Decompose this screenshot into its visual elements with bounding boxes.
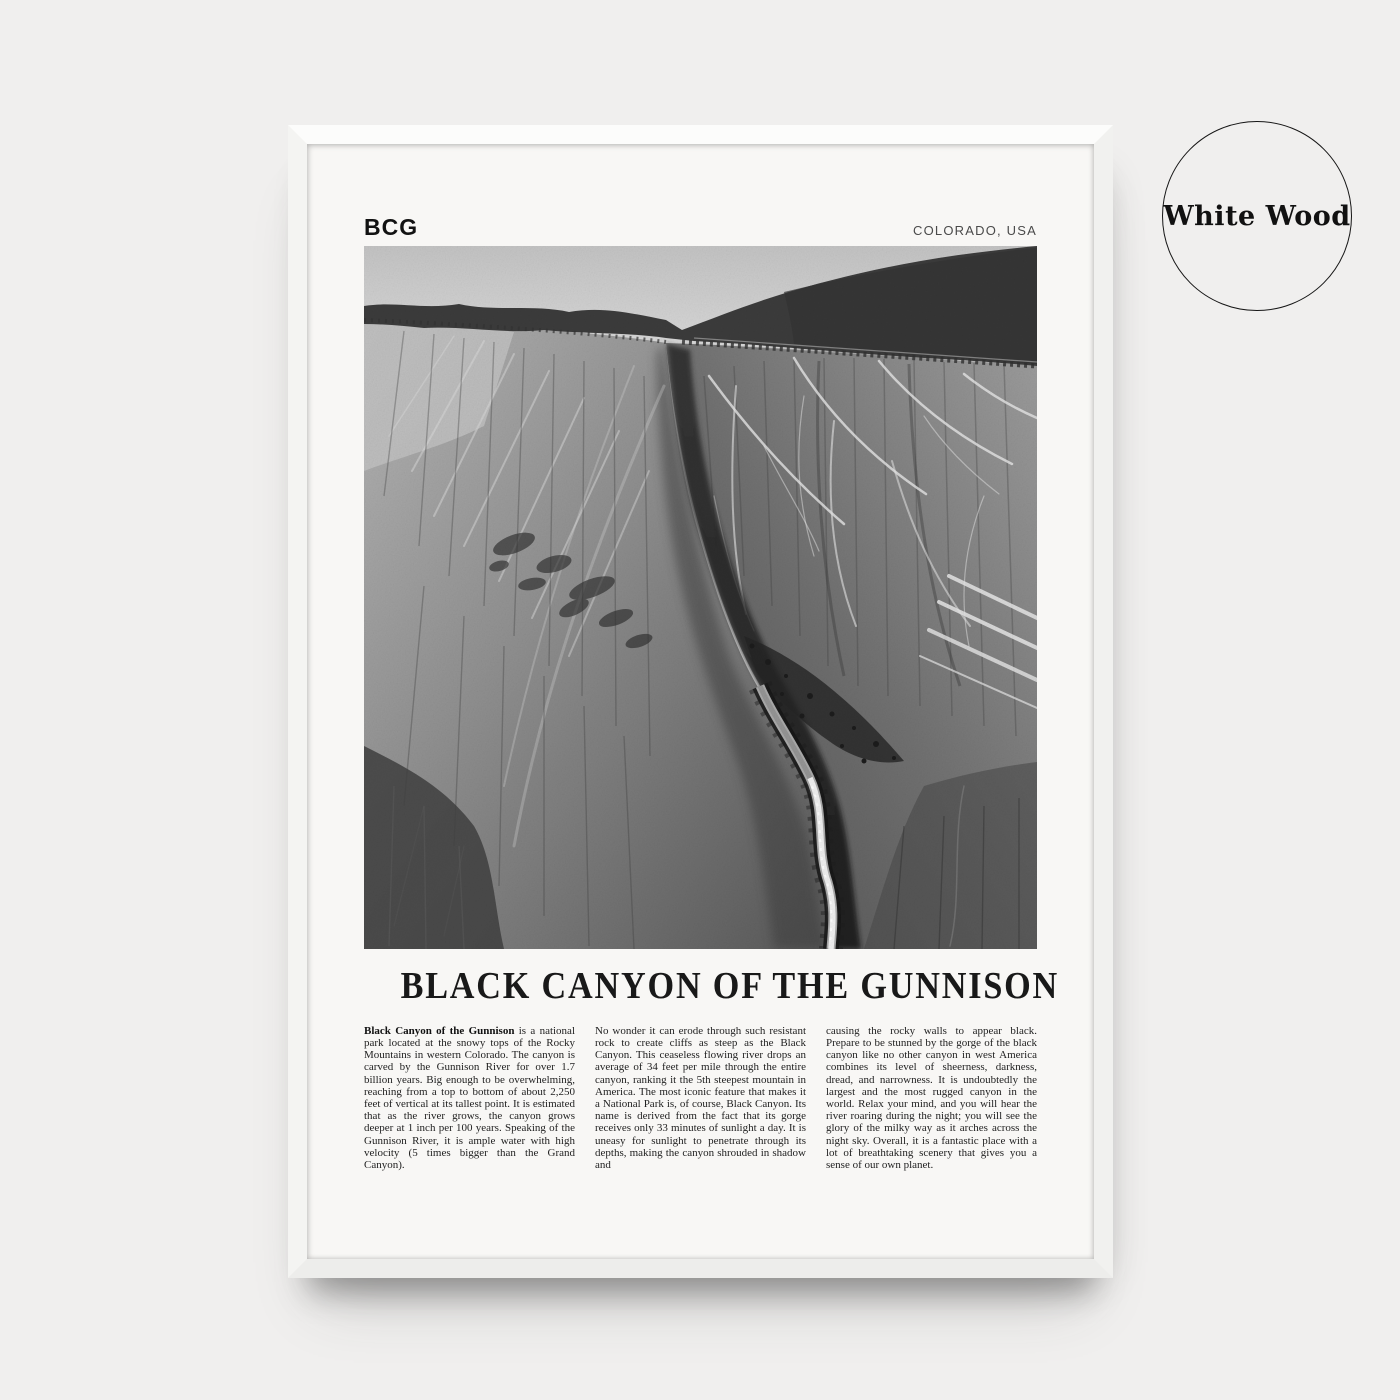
article-text: No wonder it can erode through such resistant rock to create cliffs as steep as the Black Canyon. This ceaseless flowing river drops an average of 34 feet per mile through the entire canyon, ranking it the 5th steepest mountain in America. The most iconic feature that makes it a National Park is, of course, Black Canyon. Its name is derived from the fact that its gorge receives only 33 minutes of sunlight a day. It is uneasy for sunlight to penetrate through its depths, making the canyon shrouded in shadow and	[595, 1024, 806, 1171]
article-columns	[364, 1025, 1037, 1171]
poster-frame	[288, 125, 1113, 1278]
poster-location: COLORADO, USA	[913, 223, 1037, 239]
badge-label: White Wood	[1163, 200, 1351, 232]
article-text: is a national park located at the snowy tops of the Rocky Mountains in western Colorado. The canyon is carved by the Gunnison River for over 1.7 billion years. Big enough to be overwhelming, reaching from a top to bottom of about 2,250 feet of vertical at its tallest point. It is estimated that as the river grows, the canyon grows deeper at 1 inch per 100 years. Speaking of the Gunnison River, it is ample water with high velocity (5 times bigger than the Grand Canyon).	[364, 1024, 575, 1171]
poster-content	[364, 144, 1060, 1171]
poster-paper	[307, 144, 1094, 1259]
poster-header	[364, 216, 1037, 239]
article-lead: Black Canyon of the Gunnison	[364, 1024, 515, 1037]
canyon-photo	[364, 246, 1037, 949]
article-paragraph	[364, 1025, 575, 1171]
article-column-1	[364, 1025, 575, 1171]
poster-title: BLACK CANYON OF THE GUNNISON	[400, 965, 1060, 1007]
article-paragraph	[826, 1025, 1037, 1171]
article-paragraph	[595, 1025, 806, 1171]
article-column-2	[595, 1025, 806, 1171]
poster-title-row	[364, 965, 1060, 1009]
article-column-3	[826, 1025, 1037, 1171]
poster-logo: BCG	[364, 214, 419, 240]
article-text: causing the rocky walls to appear black. Prepare to be stunned by the gorge of the black canyon like no other canyon in west America combines its level of sheerness, darkness, dread, and narrowness. It is undoubtedly the largest and the most rugged canyon in the world. Relax your mind, and you will hear the river roaring during the night; you will see the glory of the milky way as it arches across the night sky. Overall, it is a fantastic place with a lot of breathtaking scenery that gives you a sense of our own planet.	[826, 1024, 1037, 1171]
white-wood-badge	[1162, 121, 1352, 311]
